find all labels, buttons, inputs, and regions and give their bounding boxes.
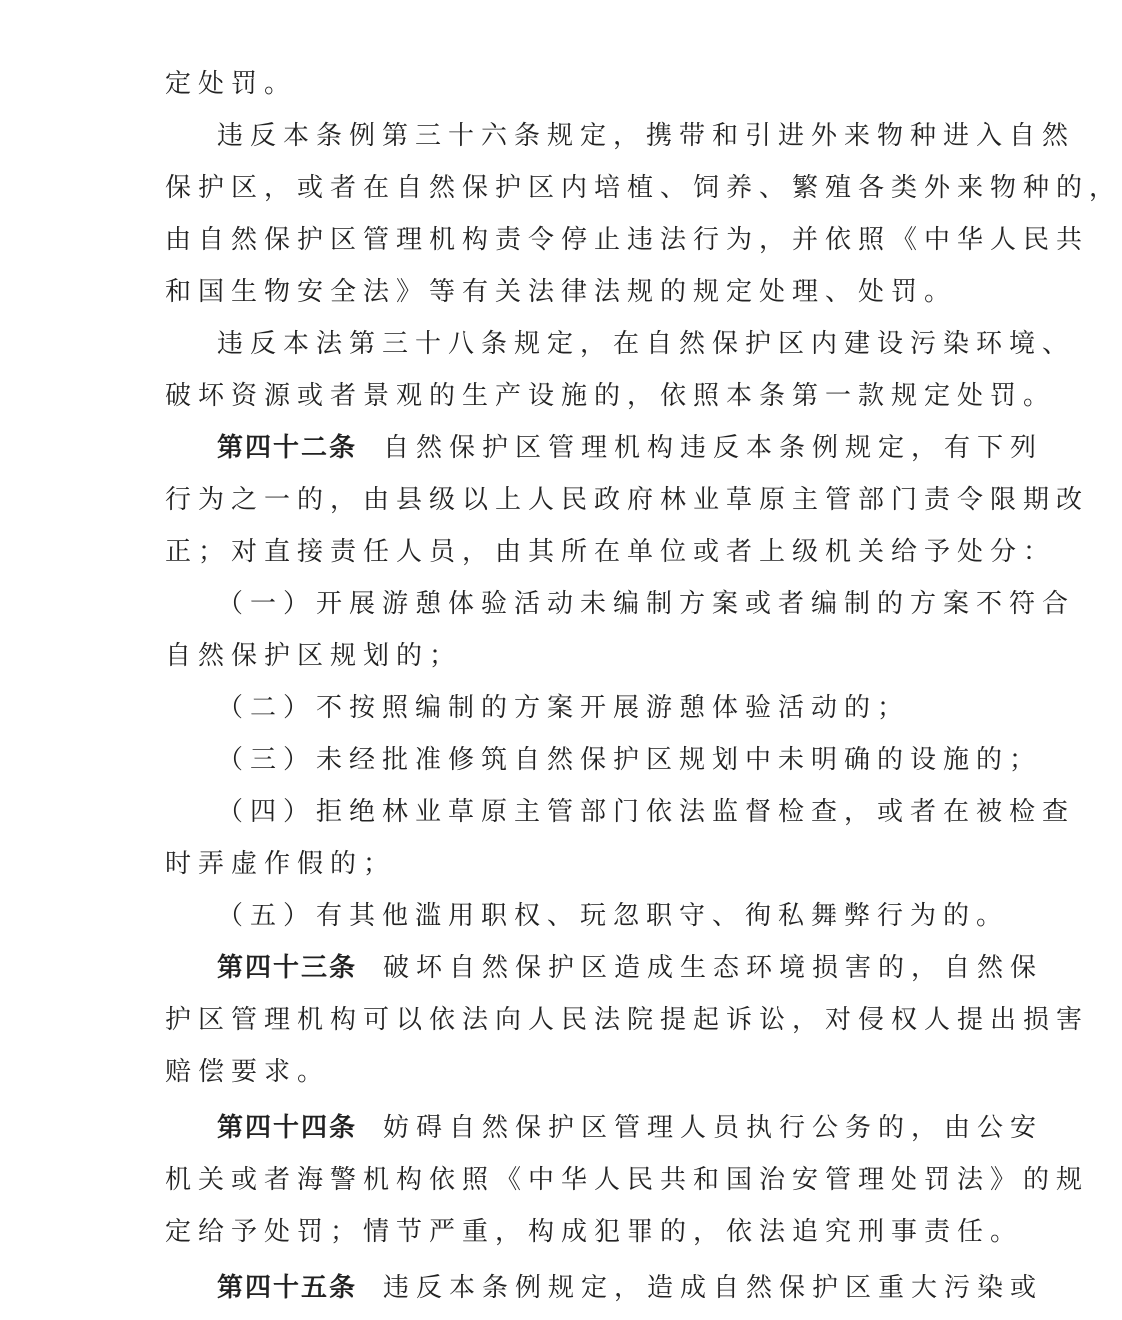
text-line: 和国生物安全法》等有关法律法规的规定处理、处罚。 (165, 277, 958, 307)
text-line: 妨碍自然保护区管理人员执行公务的，由公安 (383, 1113, 1044, 1143)
list-item-1: （一）开展游憩体验活动未编制方案或者编制的方案不符合 (217, 589, 1076, 619)
text-line: 保护区，或者在自然保护区内培植、饲养、繁殖各类外来物种的， (165, 173, 1122, 203)
list-item-3: （三）未经批准修筑自然保护区规划中未明确的设施的； (217, 745, 1043, 775)
list-item-4: （四）拒绝林业草原主管部门依法监督检查，或者在被检查 (217, 797, 1076, 827)
text-line: 破坏资源或者景观的生产设施的，依照本条第一款规定处罚。 (165, 381, 1057, 411)
article-43-title: 第四十三条 (217, 953, 358, 983)
text-line: 护区管理机构可以依法向人民法院提起诉讼，对侵权人提出损害 (165, 1005, 1090, 1035)
text-line: 赔偿要求。 (165, 1057, 331, 1087)
text-line: 机关或者海警机构依照《中华人民共和国治安管理处罚法》的规 (165, 1165, 1090, 1195)
article-42-heading-line (165, 422, 1044, 474)
text-line: 行为之一的，由县级以上人民政府林业草原主管部门责令限期改 (165, 485, 1090, 515)
text-line: 破坏自然保护区造成生态环境损害的，自然保 (383, 953, 1044, 983)
text-line: 时弄虚作假的； (165, 849, 397, 879)
text-line: 由自然保护区管理机构责令停止违法行为，并依照《中华人民共 (165, 225, 1090, 255)
text-line: 定给予处罚；情节严重，构成犯罪的，依法追究刑事责任。 (165, 1217, 1024, 1247)
article-42-title: 第四十二条 (217, 433, 358, 463)
text-line: 违反本法第三十八条规定，在自然保护区内建设污染环境、 (217, 329, 1076, 359)
text-line: 自然保护区规划的； (165, 641, 463, 671)
article-45-heading-line (165, 1262, 1044, 1314)
list-item-5: （五）有其他滥用职权、玩忽职守、徇私舞弊行为的。 (217, 901, 1010, 931)
text-line: 定处罚。 (165, 69, 298, 99)
article-45-title: 第四十五条 (217, 1273, 358, 1303)
article-43-heading-line (165, 942, 1044, 994)
document-page (165, 58, 1122, 1314)
list-item-2: （二）不按照编制的方案开展游憩体验活动的； (217, 693, 911, 723)
text-line: 违反本条例规定，造成自然保护区重大污染或 (383, 1273, 1044, 1303)
text-line: 正；对直接责任人员，由其所在单位或者上级机关给予处分： (165, 537, 1057, 567)
article-44-heading-line (165, 1102, 1044, 1154)
text-line: 自然保护区管理机构违反本条例规定，有下列 (383, 433, 1044, 463)
article-44-title: 第四十四条 (217, 1113, 358, 1143)
text-line: 违反本条例第三十六条规定，携带和引进外来物种进入自然 (217, 121, 1076, 151)
